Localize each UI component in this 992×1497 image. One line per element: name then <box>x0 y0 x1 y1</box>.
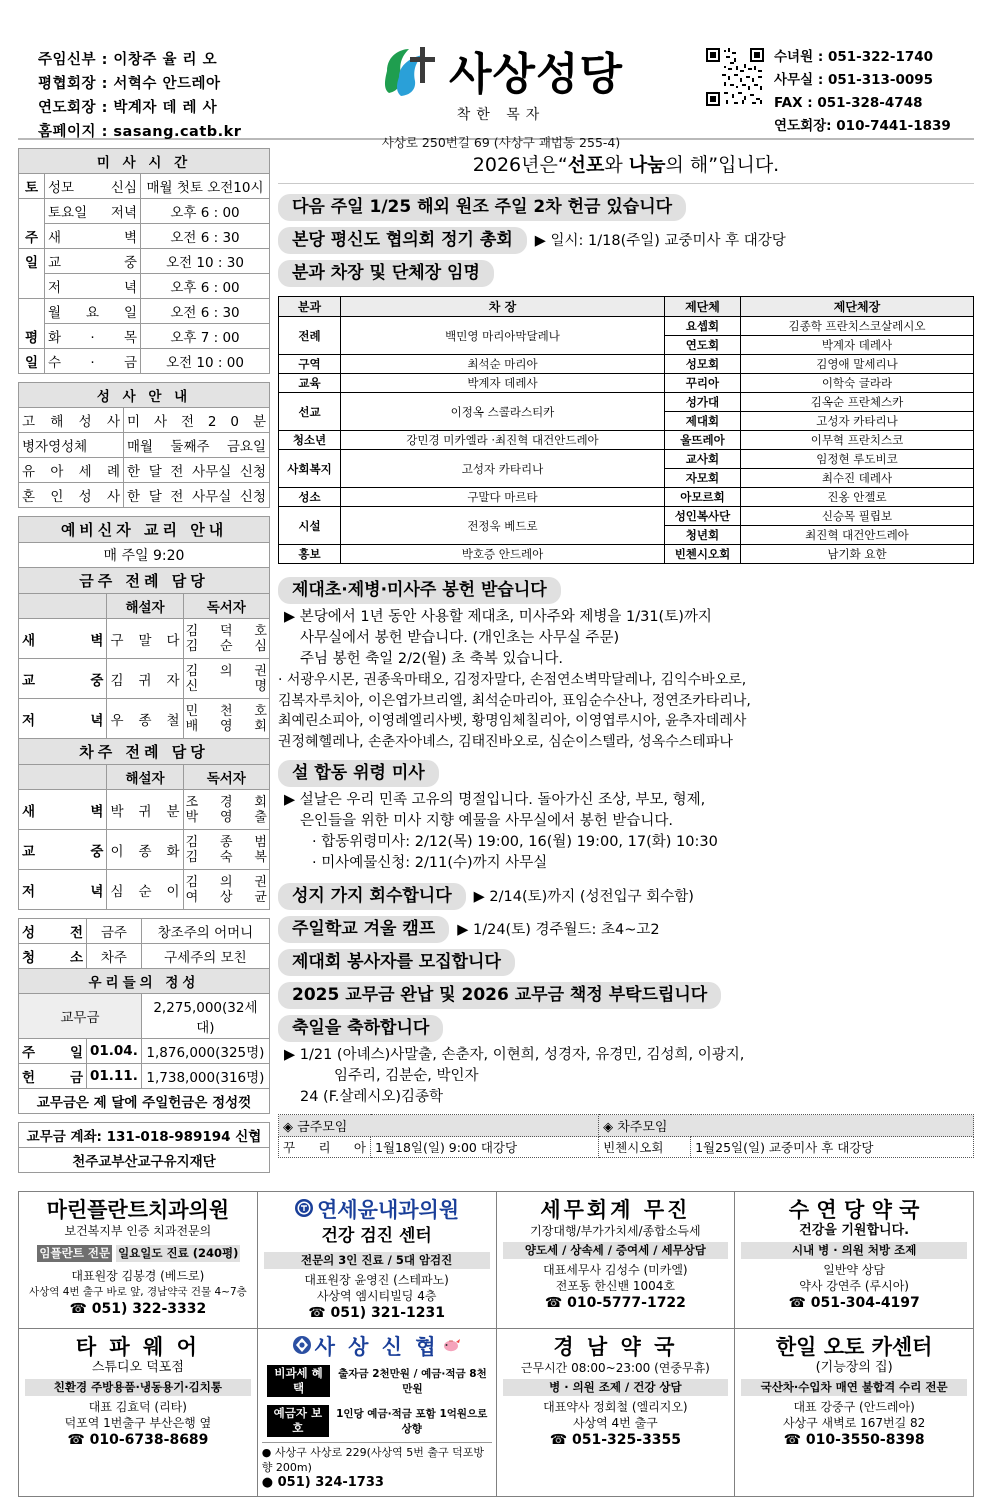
ad-sub: 근무시간 08:00~23:00 (연중무휴) <box>520 1361 710 1375</box>
dues-account: 교무금 계좌: 131-018-989194 신협 <box>19 1123 270 1148</box>
table-row: 고 해 성 사 미 사 전 2 0 분 <box>19 408 270 433</box>
ad-phone[interactable]: ☎ 010-3550-8398 <box>783 1432 925 1448</box>
lunar-line-2: 은인들을 위한 미사 지향 예물을 사무실에서 봉헌 받습니다. <box>300 813 674 829</box>
ad-badge-light: 국산차·수입차 매연 불합격 수리 전문 <box>741 1379 967 1396</box>
page-header <box>18 0 974 150</box>
ad-title: 경 남 약 국 <box>553 1335 678 1359</box>
table-row: 구역 최석순 마리아 성모회 김영애 말세리나 <box>279 355 974 374</box>
org-col-group: 제단체 <box>664 297 740 317</box>
ad-line-1: 대표세무사 김성수 (미카엘) <box>543 1263 688 1277</box>
table-row: 청년회 최진혁 대건안드레아 <box>279 526 974 545</box>
ad-title: 타 파 웨 어 <box>75 1335 200 1359</box>
piggy-bank-icon <box>442 1337 462 1357</box>
contact-row-fax: FAX : 051-328-4748 <box>774 95 923 111</box>
table-row: 유 아 세 례 한 달 전 사무실 신청 <box>19 458 270 483</box>
ad-line-1: 일반약 상담 <box>823 1263 886 1277</box>
credit-union-icon <box>292 1335 312 1359</box>
feast-line-3: 24 (F.살레시오)김종학 <box>300 1089 444 1105</box>
table-row: 교 중 김 귀 자 김 의 권 신 명 <box>19 659 270 699</box>
contact-row-prayer-chief: 연도회장: 010-7441-1839 <box>774 118 951 134</box>
notice-dues-request <box>278 979 974 1012</box>
offering-caption: 우리들의 정성 <box>19 969 270 994</box>
table-row: 새 벽 박 귀 분 조 경 회 박 영 출 <box>19 790 270 830</box>
table-row: 교육 박계자 데레사 꾸리아 이학숙 글라라 <box>279 374 974 393</box>
notice-detail: ▶ 일시: 1/18(주일) 교중미사 후 대강당 <box>534 233 786 249</box>
ad-hanil-auto-center[interactable] <box>735 1329 974 1497</box>
duty-col-host: 해설자 <box>107 594 183 619</box>
duty2-col-host: 해설자 <box>107 765 183 790</box>
notice-overseas-aid <box>278 191 974 224</box>
ad-line-2: 사상역 4번 출구 바로 앞, 경남약국 건물 4~7층 <box>28 1286 247 1298</box>
ad-line-1: 대표 김효덕 (리타) <box>88 1400 187 1414</box>
cleaning-this-value: 창조주의 어머니 <box>141 919 269 944</box>
left-column <box>18 148 270 1181</box>
notice-volunteer-recruit <box>278 946 974 979</box>
table-row <box>19 919 270 944</box>
table-row: 시설 전정욱 베드로 성인복사단 신승목 필립보 <box>279 507 974 526</box>
ad-line-1: 대표원장 김봉경 (베드로) <box>71 1269 205 1283</box>
table-row: 교 중 이 종 화 김 종 범 김 숙 복 <box>19 830 270 870</box>
ad-phone[interactable]: ☎ 010-6738-8689 <box>67 1432 209 1448</box>
cleaning-label-1: 성 전 <box>19 919 87 944</box>
table-row: 제대회 고성자 카타리나 <box>279 412 974 431</box>
section-lunar-memorial <box>278 757 974 874</box>
duty-col-reader: 독서자 <box>183 594 269 619</box>
meeting-next-name: 빈첸시오회 <box>599 1137 691 1158</box>
table-row: 전례 백민영 마리아막달레나 요셉회 김종학 프란치스코살레시오 <box>279 317 974 336</box>
qr-code-icon <box>704 46 766 108</box>
ad-badge-tax-text: 출자금 2천만원 / 예금·적금 8천만원 <box>338 1368 487 1395</box>
meeting-next-value: 1월25일(일) 교중미사 후 대강당 <box>691 1137 974 1158</box>
ad-badge-light: 일요일도 진료 (240평) <box>118 1246 239 1260</box>
year-theme: 2026년은“선포와 나눔의 해”입니다. <box>278 148 974 184</box>
sacrament-table <box>18 382 270 508</box>
table-row: 새 벽 구 말 다 김 덕 호 김 순 심 <box>19 619 270 659</box>
meeting-this-value: 1월18일(일) 9:00 대강당 <box>371 1137 599 1158</box>
ad-badge-light: 양도세 / 상속세 / 증여세 / 세무상담 <box>503 1242 729 1259</box>
notice-detail: ▶ 1/24(토) 경주월드: 초4~고2 <box>457 922 660 938</box>
table-row <box>19 1064 270 1089</box>
org-col-vicechief: 차 장 <box>341 297 665 317</box>
offering-table <box>18 918 270 1114</box>
ad-suyeondang-pharmacy[interactable] <box>735 1192 974 1329</box>
altar-line-1: ▶ 본당에서 1년 동안 사용할 제대초, 미사주와 제병을 1/31(토)까지 <box>284 609 712 625</box>
pastor-row: 주임신부 : 이창주 율 리 오 <box>38 52 218 68</box>
header-left-info <box>38 42 298 144</box>
meeting-this-week-header: ◈ 금주모임 <box>279 1115 599 1137</box>
notice-detail: ▶ 2/14(토)까지 (성전입구 회수함) <box>473 889 694 905</box>
duty2-col-blank <box>19 765 107 790</box>
table-row: 토 성모 신심 매월 첫토 오전10시 <box>19 174 270 199</box>
table-row: 사회복지 고성자 카타리나 교사회 임정현 루도비코 <box>279 450 974 469</box>
altar-line-2: 사무실에서 봉헌 받습니다. (개인초는 사무실 주문) <box>300 630 620 646</box>
table-row: 주 토요일 저녁 오후 6 : 00 <box>19 199 270 224</box>
ad-line-2: 약사 강연주 (루시아) <box>799 1279 909 1293</box>
prayer-assoc-row: 연도회장 : 박계자 데 레 사 <box>38 100 218 116</box>
cleaning-next-value: 구세주의 모친 <box>141 944 269 969</box>
mass-time-table <box>18 148 270 374</box>
cleaning-next-label: 차주 <box>87 944 142 969</box>
ad-gyeongnam-pharmacy[interactable] <box>496 1329 735 1497</box>
sunday-offering-date-1: 01.04. <box>87 1039 142 1064</box>
ad-badge-tax: 비과세 혜택 <box>267 1365 331 1397</box>
ad-marine-plant-dental[interactable] <box>19 1192 258 1329</box>
notice-pill: 제대회 봉사자를 모집합니다 <box>278 949 515 976</box>
ad-badge-dark: 임플란트 전문 <box>39 1246 111 1260</box>
church-address: 사상로 250번길 69 (사상구 괘법동 255-4) <box>381 135 621 150</box>
contact-row-convent: 수녀원 : 051-322-1740 <box>774 49 934 65</box>
ad-sub: 기장대행/부가가치세/종합소득세 <box>530 1224 701 1238</box>
lay-council-row: 평협회장 : 서혁수 안드레아 <box>38 76 221 92</box>
ad-sub: (기능장의 집) <box>815 1360 893 1375</box>
table-row: 혼 인 성 사 한 달 전 사무실 신청 <box>19 483 270 508</box>
ad-phone[interactable]: ☎ 051) 322-3332 <box>69 1301 207 1317</box>
liturgy-duty-table <box>18 516 270 910</box>
ad-title: 수 연 당 약 국 <box>788 1198 920 1222</box>
sacrament-caption: 성 사 안 내 <box>19 383 270 408</box>
ad-title: 한일 오토 카센터 <box>775 1335 933 1359</box>
ad-badge-light: 병 · 의원 조제 / 건강 상담 <box>503 1379 729 1396</box>
ad-phone[interactable]: ☎ 051-304-4197 <box>788 1295 920 1311</box>
dues-label: 교무금 <box>19 994 142 1039</box>
ad-badge-light: 전문의 3인 진료 / 5대 암검진 <box>264 1252 490 1269</box>
org-col-division: 분과 <box>279 297 341 317</box>
cleaning-this-label: 금주 <box>87 919 142 944</box>
ad-sub: 스튜디오 덕포점 <box>91 1360 184 1375</box>
catechumen-caption: 예비신자 교리 안내 <box>19 517 270 543</box>
ad-badge-protect-text: 1인당 예금·적금 포함 1억원으로 상향 <box>336 1408 488 1435</box>
table-row: 일 수 · 금 오전 10 : 00 <box>19 349 270 374</box>
notice-pill: 분과 차장 및 단체장 임명 <box>278 260 494 287</box>
table-row: 일 교 중 오전 10 : 30 <box>19 249 270 274</box>
section-altar <box>278 574 974 752</box>
ad-line-2[interactable]: ● 051) 324-1733 <box>261 1475 384 1490</box>
duty-col-blank <box>19 594 107 619</box>
notice-pill: 다음 주일 1/25 해외 원조 주일 2차 헌금 있습니다 <box>278 194 686 221</box>
ad-title-2: 건강 검진 센터 <box>321 1226 432 1246</box>
contact-row-office: 사무실 : 051-313-0095 <box>774 72 934 88</box>
donor-line-1: · 서광우시몬, 권종욱마태오, 김정자말다, 손점연소벽막달레나, 김익수바오로, <box>278 672 747 688</box>
lunar-pill: 설 합동 위령 미사 <box>278 760 439 787</box>
notice-pill: 본당 평신도 협의회 정기 총회 <box>278 227 527 254</box>
notice-palm-collection <box>278 880 974 913</box>
lunar-line-1: ▶ 설날은 우리 민족 고유의 명절입니다. 돌아가신 조상, 부모, 형제, <box>284 792 706 808</box>
altar-pill: 제대초·제병·미사주 봉헌 받습니다 <box>278 577 561 604</box>
ad-title: 마린플란트치과의원 <box>46 1198 230 1222</box>
table-row <box>19 944 270 969</box>
ad-badge-protect: 예금자 보호 <box>267 1405 329 1437</box>
org-col-groupchief: 제단체장 <box>740 297 973 317</box>
meetings-table <box>278 1114 974 1158</box>
ad-line-1: 대표원장 윤영진 (스테파노) <box>304 1273 449 1287</box>
ad-title: 사 상 신 협 <box>314 1335 439 1359</box>
table-row: 연도회 박계자 데레사 <box>279 336 974 355</box>
cleaning-label-2: 청 소 <box>19 944 87 969</box>
sunday-offering-label-1: 주 일 <box>19 1039 87 1064</box>
ad-line-2: 사상구 새벽로 167번길 82 <box>782 1416 926 1430</box>
ad-line-1: 대표약사 정회철 (엘리지오) <box>543 1400 688 1414</box>
donor-line-4: 권정혜헬레나, 손춘자아녜스, 김태진바오로, 심순이스텔라, 성옥수스테파나 <box>278 733 733 750</box>
table-row <box>19 994 270 1039</box>
meeting-this-name: 꾸 리 아 <box>279 1137 371 1158</box>
duty-next-week-caption: 차주 전례 담당 <box>19 739 270 765</box>
table-row: 홍보 박호증 안드레아 빈첸시오회 남기화 요한 <box>279 545 974 564</box>
advertisement-grid <box>18 1191 974 1497</box>
altar-line-3: 주님 봉헌 축일 2/2(월) 초 축복 있습니다. <box>300 651 564 667</box>
ad-title: 세무회계 무진 <box>540 1198 691 1222</box>
feast-line-1: ▶ 1/21 (아녜스)사말출, 손춘자, 이현희, 성경자, 유경민, 김성희, 이광지, <box>284 1047 745 1063</box>
notice-pill: 주일학교 겨울 캠프 <box>278 916 449 943</box>
duty-this-week-caption: 금주 전례 담당 <box>19 568 270 594</box>
ad-sub: 건강을 기원합니다. <box>799 1223 910 1238</box>
notice-pill: 2025 교무금 완납 및 2026 교무금 책정 부탁드립니다 <box>278 982 721 1009</box>
donor-line-3: 최예린소피아, 이영례엘리사벳, 황명임체칠리아, 이영엽루시아, 윤추자데레사 <box>278 713 747 729</box>
ad-yonsei-yoon-clinic[interactable] <box>257 1192 496 1329</box>
ad-line-2: 사상역 4번 출구 <box>572 1416 658 1430</box>
dues-value: 2,275,000(32세대) <box>141 994 269 1039</box>
offering-note: 교무금은 제 달에 주일헌금은 정성껏 <box>19 1089 270 1114</box>
notice-pill: 성지 가지 회수합니다 <box>278 883 466 910</box>
meeting-next-week-header: ◈ 차주모임 <box>599 1115 974 1137</box>
ad-mujin-tax-accounting[interactable] <box>496 1192 735 1329</box>
notice-lay-council-meeting <box>278 224 974 257</box>
table-row: 저 녁 오후 6 : 00 <box>19 274 270 299</box>
table-row: 청소년 강민경 미카엘라 ·최진혁 대건안드레아 울뜨레아 이무혁 프란치스코 <box>279 431 974 450</box>
catechumen-time: 매 주일 9:20 <box>19 543 270 568</box>
ad-phone[interactable]: ☎ 051) 321-1231 <box>308 1305 446 1321</box>
main-content <box>278 148 974 1181</box>
ad-badge-light: 친환경 주방용품·냉동용기·김치통 <box>25 1379 251 1396</box>
table-row: 병자영성체 매월 둘째주 금요일 <box>19 433 270 458</box>
ad-line-1: 대표 강중구 (안드레아) <box>793 1400 915 1414</box>
feast-line-2: 임주리, 김분순, 박인자 <box>334 1068 479 1084</box>
homepage-row: 홈페이지 : sasang.catb.kr <box>38 124 242 140</box>
sunday-offering-value-1: 1,876,000(325명) <box>141 1039 269 1064</box>
ad-tupperware-studio[interactable] <box>19 1329 258 1497</box>
table-row <box>279 1137 974 1158</box>
header-right-info <box>704 42 954 138</box>
ad-badge-light: 시내 병 · 의원 처방 조제 <box>741 1242 967 1259</box>
ad-line-1: ● 사상구 사상로 229(사상역 5번 출구 덕포방향 200m) <box>261 1446 485 1474</box>
ad-sub: 보건복지부 인증 치과전문의 <box>64 1224 212 1238</box>
notice-feast-congrats <box>278 1012 974 1045</box>
lunar-sub-1: · 합동위령미사: 2/12(목) 19:00, 16(월) 19:00, 17(화) 10:30 <box>312 834 718 850</box>
ad-phone[interactable]: ☎ 051-325-3355 <box>549 1432 682 1448</box>
table-row: 성소 구말다 마르타 아모르회 진옹 안젤로 <box>279 488 974 507</box>
feast-day-list <box>278 1045 974 1108</box>
header-center <box>298 38 704 151</box>
ad-line-2: 전포동 한신밴 1004호 <box>555 1279 676 1293</box>
medical-seal-icon <box>294 1198 314 1222</box>
ad-line-2: 덕포역 1번출구 부산은행 옆 <box>64 1416 212 1430</box>
donor-line-2: 김복자루치아, 이은엽가브리엘, 최석순마리아, 표임순수산나, 정연조카타리나, <box>278 692 751 709</box>
table-row: 저 녁 우 종 철 민 천 호 배 영 회 <box>19 699 270 739</box>
ad-phone[interactable]: ☎ 010-5777-1722 <box>544 1295 686 1311</box>
account-table <box>18 1122 270 1173</box>
table-row: 평 월 요 일 오전 6 : 30 <box>19 299 270 324</box>
sunday-offering-date-2: 01.11. <box>87 1064 142 1089</box>
sunday-offering-label-2: 헌 금 <box>19 1064 87 1089</box>
ad-sasang-credit-union[interactable] <box>257 1329 496 1497</box>
lunar-sub-2: · 미사예물신청: 2/11(수)까지 사무실 <box>312 855 548 871</box>
ad-line-2: 사상역 엠시티빌딩 4층 <box>316 1289 437 1303</box>
church-logo-icon <box>379 41 441 99</box>
church-name: 사상성당 <box>448 49 623 100</box>
organization-table <box>278 296 974 564</box>
table-row: 저 녁 심 순 이 김 의 권 여 상 균 <box>19 870 270 910</box>
contact-list <box>774 46 951 138</box>
duty2-col-reader: 독서자 <box>183 765 269 790</box>
notice-pill: 축일을 축하합니다 <box>278 1015 443 1042</box>
church-motto: 착한 목자 <box>456 107 546 123</box>
notice-appointments <box>278 257 974 290</box>
mass-time-caption: 미 사 시 간 <box>19 149 270 174</box>
sunday-offering-value-2: 1,738,000(316명) <box>141 1064 269 1089</box>
table-row: 새 벽 오전 6 : 30 <box>19 224 270 249</box>
notice-winter-camp <box>278 913 974 946</box>
diocese-foundation: 천주교부산교구유지재단 <box>19 1148 270 1173</box>
table-row: 화 · 목 오후 7 : 00 <box>19 324 270 349</box>
ad-title: 연세윤내과의원 <box>317 1198 460 1222</box>
table-row <box>19 1039 270 1064</box>
table-row: 선교 이정옥 스콜라스티카 성가대 김옥순 프란체스카 <box>279 393 974 412</box>
table-row: 자모회 최수진 데레사 <box>279 469 974 488</box>
